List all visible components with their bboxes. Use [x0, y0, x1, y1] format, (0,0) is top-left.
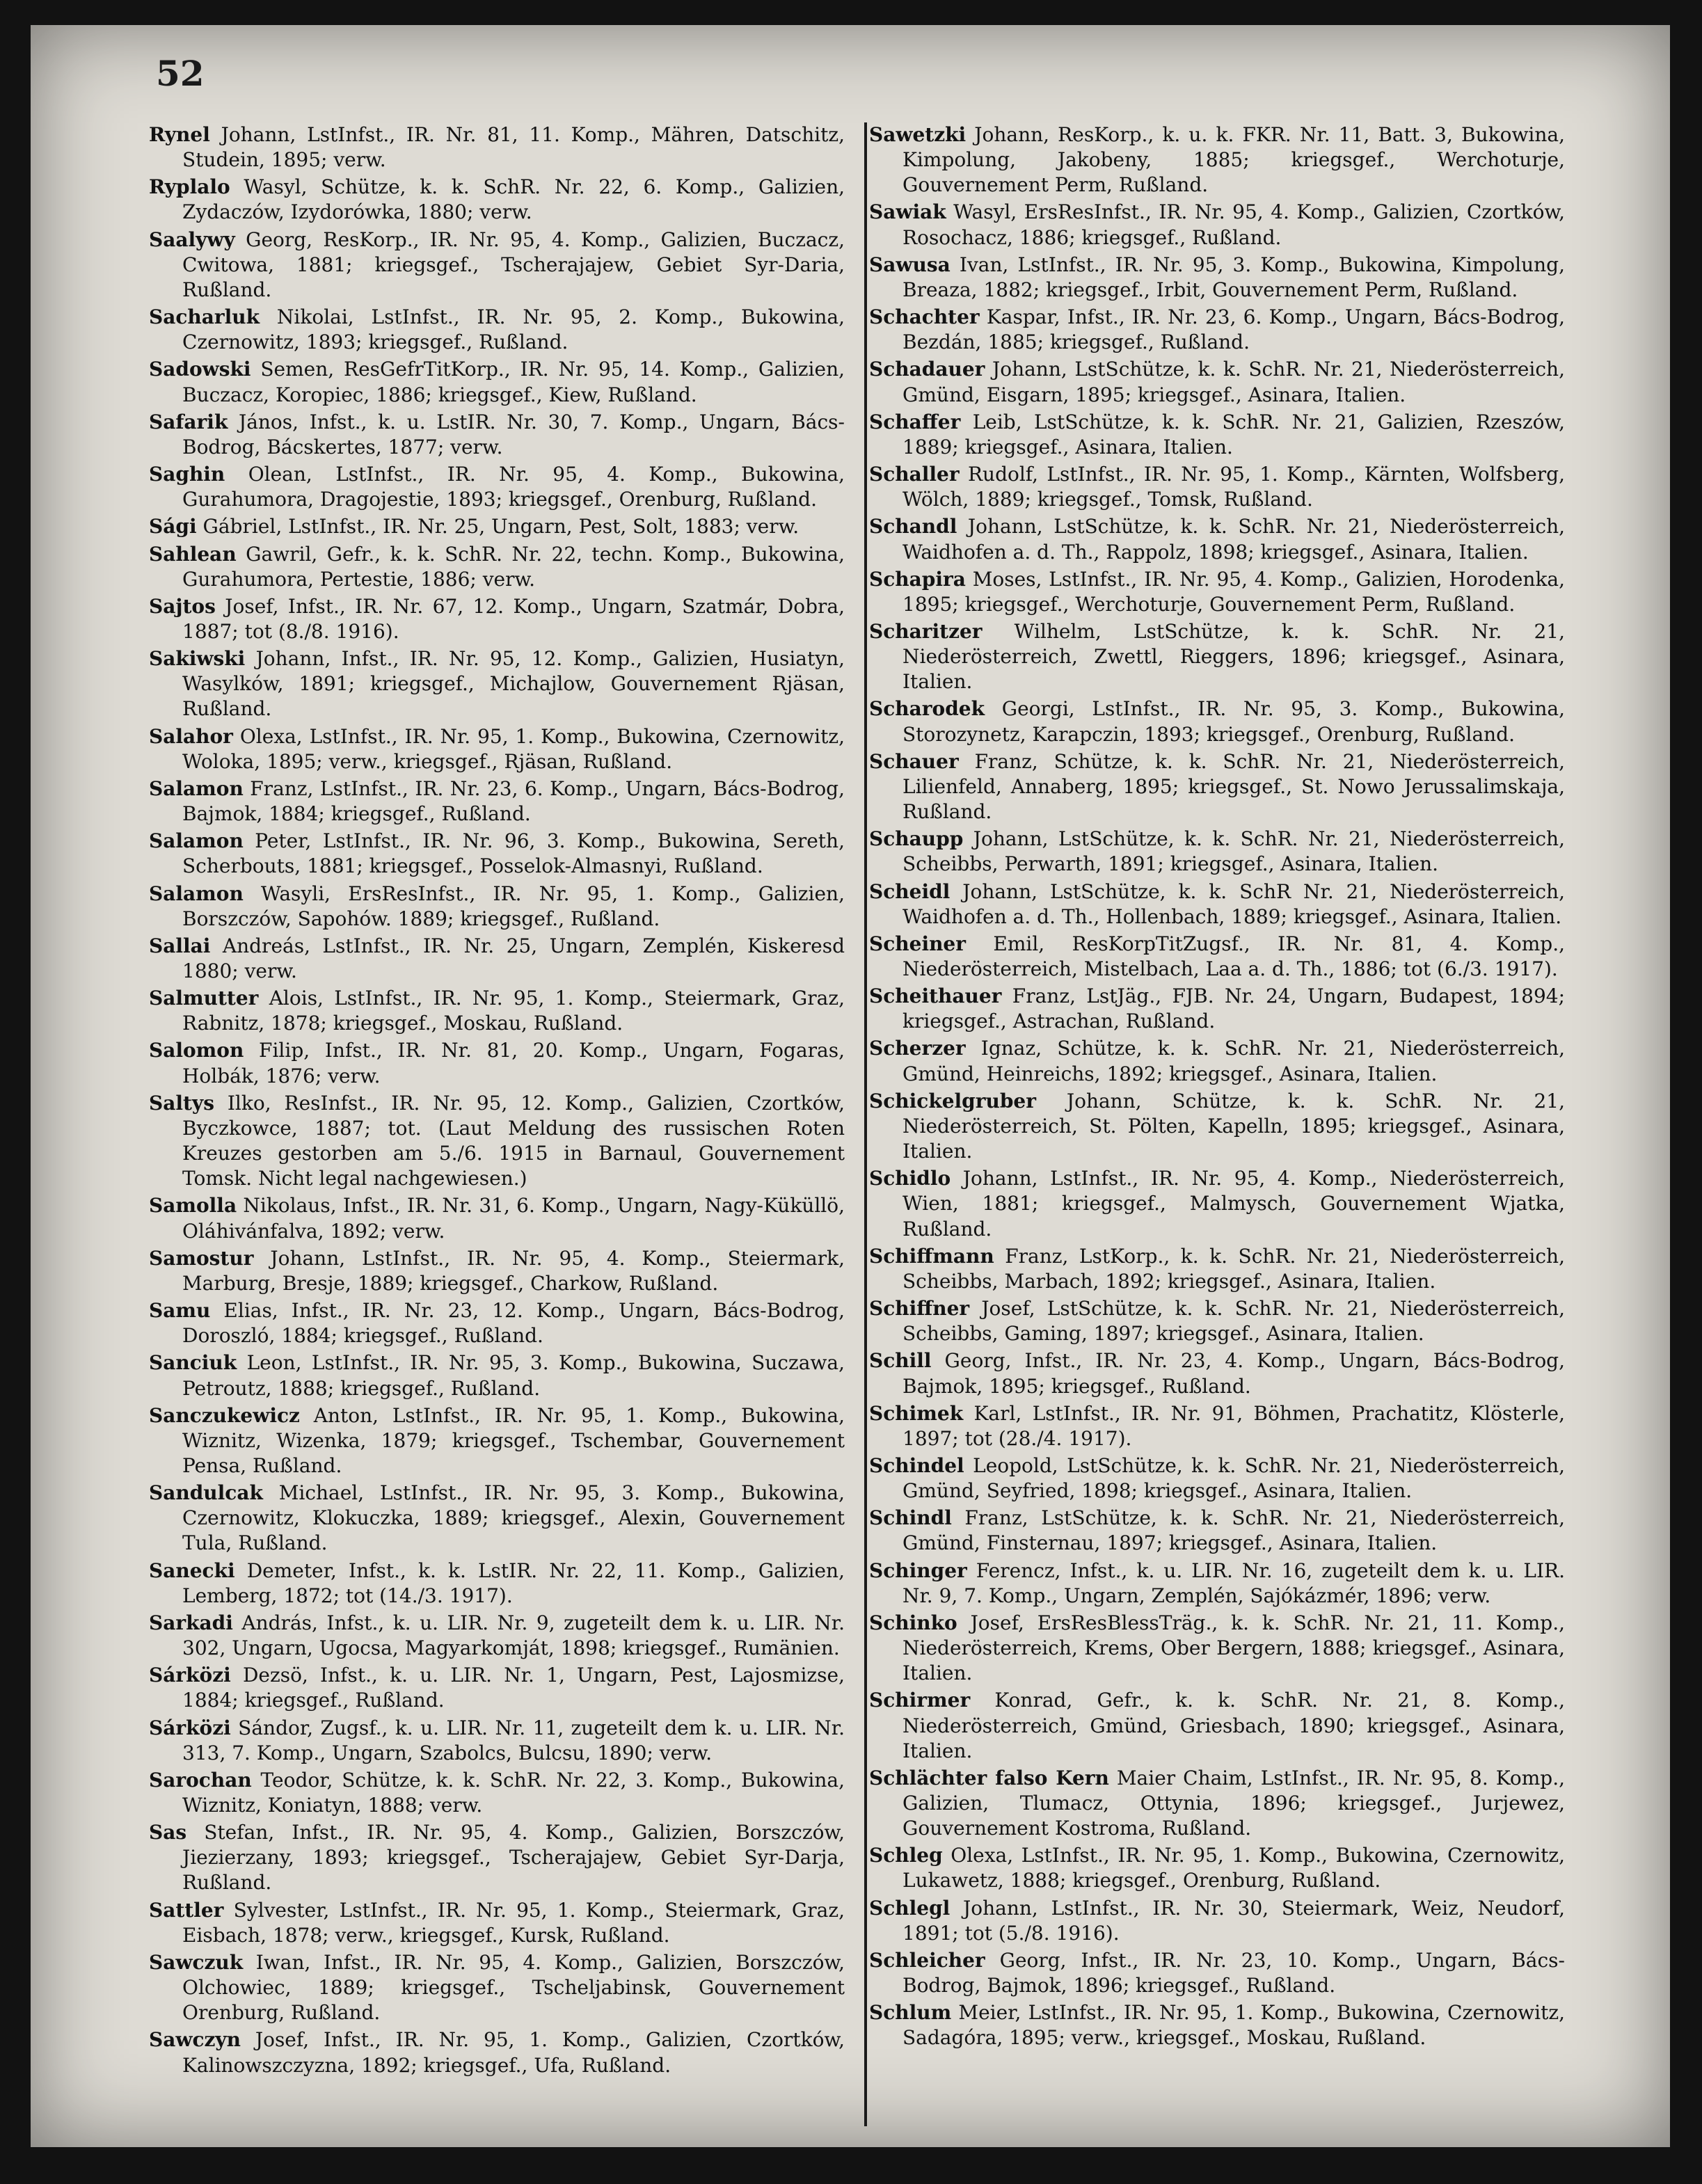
entry-surname: Rynel [149, 123, 210, 146]
register-entry [149, 1950, 845, 2025]
register-entry [149, 462, 845, 512]
register-entry [149, 1298, 845, 1348]
entry-details: Josef, Infst., IR. Nr. 67, 12. Komp., Ungarn, Szatmár, Dobra, 1887; tot (8./8. 1916). [182, 594, 845, 643]
register-entry [149, 1611, 845, 1661]
entry-surname: Sawetzki [869, 123, 967, 146]
entry-surname: Sárközi [149, 1716, 231, 1739]
entry-surname: Schaffer [869, 410, 961, 433]
register-entry [869, 2000, 1565, 2050]
entry-surname: Sarochan [149, 1768, 252, 1792]
register-entry [149, 1716, 845, 1766]
register-entry [869, 696, 1565, 747]
column-divider [864, 122, 867, 2126]
register-entry [869, 200, 1565, 250]
entry-surname: Saghin [149, 463, 225, 486]
register-entry [149, 724, 845, 774]
entry-details: János, Infst., k. u. LstIR. Nr. 30, 7. Komp., Ungarn, Bács-Bodrog, Bácskertes, 1877; verw. [182, 410, 845, 459]
entry-surname: Sawczuk [149, 1950, 244, 1974]
register-entry [869, 1896, 1565, 1946]
entry-surname: Schimek [869, 1401, 964, 1425]
entry-details: Leon, LstInfst., IR. Nr. 95, 3. Komp., Bukowina, Suczawa, Petroutz, 1888; kriegsgef., Rußland. [182, 1351, 845, 1400]
entry-details: Josef, ErsResBlessTräg., k. k. SchR. Nr. 21, 11. Komp., Niederösterreich, Krems, Ober Bergern, 1888; kriegsgef., Asinara, Italien. [902, 1611, 1566, 1685]
entry-details: Olean, LstInfst., IR. Nr. 95, 4. Komp., Bukowina, Gurahumora, Dragojestie, 1893; kriegsgef., Orenburg, Rußland. [182, 463, 845, 511]
entry-surname: Schindl [869, 1506, 952, 1530]
entry-details: Nikolaus, Infst., IR. Nr. 31, 6. Komp., Ungarn, Nagy-Küküllö, Oláhivánfalva, 1892; verw. [182, 1194, 845, 1243]
entry-surname: Schapira [869, 567, 966, 591]
right-column [869, 122, 1565, 2053]
register-entry [869, 1948, 1565, 1998]
entry-surname: Scheithauer [869, 985, 1002, 1008]
register-entry [149, 986, 845, 1036]
entry-surname: Salomon [149, 1039, 244, 1062]
entry-details: Johann, Schütze, k. k. SchR. Nr. 21, Niederösterreich, St. Pölten, Kapelln, 1895; kriegsgef., Asinara, Italien. [902, 1089, 1565, 1163]
entry-surname: Schandl [869, 515, 957, 539]
entry-surname: Scharodek [869, 697, 985, 721]
entry-details: Michael, LstInfst., IR. Nr. 95, 3. Komp., Bukowina, Czernowitz, Klokuczka, 1889; kriegsgef., Alexin, Gouvernement Tula, Rußland. [182, 1481, 845, 1555]
entry-details: Johann, LstSchütze, k. k. SchR. Nr. 21, Niederösterreich, Waidhofen a. d. Th., Rappolz, 1898; kriegsgef., Asinara, Italien. [902, 515, 1565, 564]
register-entry [869, 1244, 1565, 1294]
entry-details: Peter, LstInfst., IR. Nr. 96, 3. Komp., Bukowina, Sereth, Scherbouts, 1881; kriegsgef., Posselok-Almasnyi, Rußland. [182, 829, 845, 878]
register-entry [869, 1506, 1565, 1556]
register-entry [149, 514, 845, 539]
register-entry [149, 776, 845, 827]
entry-surname: Sági [149, 515, 197, 539]
register-entry [869, 357, 1565, 407]
register-entry [149, 305, 845, 355]
register-entry [149, 175, 845, 225]
entry-details: Josef, Infst., IR. Nr. 95, 1. Komp., Galizien, Czortków, Kalinowszczyzna, 1892; kriegsgef., Ufa, Rußland. [182, 2028, 845, 2077]
entry-surname: Salamon [149, 829, 244, 853]
register-entry [149, 1559, 845, 1609]
register-entry [149, 228, 845, 303]
entry-details: Johann, ResKorp., k. u. k. FKR. Nr. 11, Batt. 3, Bukowina, Kimpolung, Jakobeny, 1885; kriegsgef., Werchoturje, Gouvernement Perm, Rußland. [902, 123, 1565, 197]
register-entry [869, 1036, 1565, 1086]
left-column [149, 122, 845, 2080]
register-entry [869, 1166, 1565, 1241]
entry-details: Georg, ResKorp., IR. Nr. 95, 4. Komp., Galizien, Buczacz, Cwitowa, 1881; kriegsgef., Tscherajajew, Gebiet Syr-Daria, Rußland. [182, 228, 845, 301]
entry-surname: Schirmer [869, 1689, 971, 1712]
entry-surname: Sajtos [149, 594, 216, 618]
entry-details: Georgi, LstInfst., IR. Nr. 95, 3. Komp., Bukowina, Storozynetz, Karapczin, 1893; kriegsgef., Orenburg, Rußland. [902, 697, 1565, 746]
entry-details: Johann, LstSchütze, k. k. SchR Nr. 21, Niederösterreich, Waidhofen a. d. Th., Hollenbach, 1889; kriegsgef., Asinara, Italien. [902, 879, 1565, 928]
entry-surname: Sawusa [869, 253, 951, 276]
entry-surname: Schachter [869, 305, 980, 329]
entry-details: Karl, LstInfst., IR. Nr. 91, Böhmen, Prachatitz, Klösterle, 1897; tot (28./4. 1917). [902, 1401, 1565, 1450]
entry-details: Johann, LstInfst., IR. Nr. 95, 4. Komp., Niederösterreich, Wien, 1881; kriegsgef., Malmysch, Gouvernement Wjatka, Rußland. [902, 1167, 1565, 1241]
entry-surname: Schaupp [869, 827, 964, 851]
entry-surname: Schinko [869, 1611, 957, 1634]
entry-surname: Sas [149, 1821, 187, 1844]
register-entry [869, 1348, 1565, 1398]
entry-surname: Salamon [149, 882, 244, 905]
entry-details: Franz, LstJäg., FJB. Nr. 24, Ungarn, Budapest, 1894; kriegsgef., Astrachan, Rußland. [902, 985, 1566, 1033]
entry-surname: Schill [869, 1349, 932, 1373]
entry-surname: Sárközi [149, 1664, 231, 1687]
entry-details: Anton, LstInfst., IR. Nr. 95, 1. Komp., Bukowina, Wiznitz, Wizenka, 1879; kriegsgef., Tschembar, Gouvernement Pensa, Rußland. [182, 1403, 845, 1477]
entry-details: Ignaz, Schütze, k. k. SchR. Nr. 21, Niederösterreich, Gmünd, Heinreichs, 1892; kriegsgef., Asinara, Italien. [902, 1037, 1565, 1085]
entry-details: Moses, LstInfst., IR. Nr. 95, 4. Komp., Galizien, Horodenka, 1895; kriegsgef., Werchoturje, Gouvernement Perm, Rußland. [902, 567, 1565, 616]
entry-surname: Sawiak [869, 200, 946, 224]
entry-details: Konrad, Gefr., k. k. SchR. Nr. 21, 8. Komp., Niederösterreich, Gmünd, Griesbach, 1890; kriegsgef., Asinara, Italien. [902, 1689, 1565, 1762]
entry-surname: Safarik [149, 410, 228, 433]
entry-details: Dezsö, Infst., k. u. LIR. Nr. 1, Ungarn, Pest, Lajosmizse, 1884; kriegsgef., Rußland. [182, 1664, 845, 1712]
entry-details: Leopold, LstSchütze, k. k. SchR. Nr. 21, Niederösterreich, Gmünd, Seyfried, 1898; kriegsgef., Asinara, Italien. [902, 1453, 1566, 1503]
register-entry [869, 749, 1565, 824]
entry-details: Teodor, Schütze, k. k. SchR. Nr. 22, 3. Komp., Bukowina, Wiznitz, Koniatyn, 1888; verw. [182, 1768, 845, 1817]
entry-details: Johann, LstSchütze, k. k. SchR. Nr. 21, Niederösterreich, Scheibbs, Perwarth, 1891; kriegsgef., Asinara, Italien. [902, 827, 1565, 876]
register-entry [869, 410, 1565, 460]
entry-details: Ferencz, Infst., k. u. LIR. Nr. 16, zugeteilt dem k. u. LIR. Nr. 9, 7. Komp., Ungarn, Zemplén, Sajókázmér, 1896; verw. [902, 1559, 1565, 1607]
entry-surname: Schindel [869, 1453, 964, 1477]
register-entry [149, 1246, 845, 1296]
register-entry [869, 1611, 1565, 1686]
entry-details: Johann, Infst., IR. Nr. 95, 12. Komp., Galizien, Husiatyn, Wasylków, 1891; kriegsgef., Michajlow, Gouvernement Rjäsan, Rußland. [182, 647, 845, 721]
register-entry [149, 1403, 845, 1478]
register-entry [149, 1350, 845, 1401]
entry-details: Franz, LstSchütze, k. k. SchR. Nr. 21, Niederösterreich, Gmünd, Finsternau, 1897; kriegsgef., Asinara, Italien. [902, 1506, 1565, 1555]
entry-surname: Salmutter [149, 987, 259, 1010]
entry-surname: Schleicher [869, 1948, 985, 1972]
entry-details: Filip, Infst., IR. Nr. 81, 20. Komp., Ungarn, Fogaras, Holbák, 1876; verw. [182, 1039, 845, 1087]
entry-details: Maier Chaim, LstInfst., IR. Nr. 95, 8. Komp., Galizien, Tlumacz, Ottynia, 1896; kriegsgef., Jurjewez, Gouvernement Kostroma, Rußland. [902, 1766, 1566, 1840]
register-entry [149, 1820, 845, 1895]
entry-surname: Sandulcak [149, 1481, 263, 1505]
register-entry [869, 1843, 1565, 1893]
entry-details: Nikolai, LstInfst., IR. Nr. 95, 2. Komp., Bukowina, Czernowitz, 1893; kriegsgef., Rußland. [182, 305, 845, 354]
entry-surname: Scheidl [869, 879, 951, 903]
register-entry [869, 122, 1565, 198]
entry-details: Franz, LstInfst., IR. Nr. 23, 6. Komp., Ungarn, Bács-Bodrog, Bajmok, 1884; kriegsgef., Rußland. [182, 776, 845, 826]
register-entry [869, 619, 1565, 694]
entry-surname: Schaller [869, 463, 960, 486]
register-entry [869, 984, 1565, 1034]
entry-details: Georg, Infst., IR. Nr. 23, 4. Komp., Ungarn, Bács-Bodrog, Bajmok, 1895; kriegsgef., Rußland. [902, 1349, 1565, 1398]
entry-surname: Schlum [869, 2001, 952, 2025]
entry-details: Olexa, LstInfst., IR. Nr. 95, 1. Komp., Bukowina, Czernowitz, Woloka, 1895; verw., kriegsgef., Rjäsan, Rußland. [182, 724, 845, 773]
entry-surname: Samu [149, 1299, 211, 1323]
entry-details: Johann, LstInfst., IR. Nr. 30, Steiermark, Weiz, Neudorf, 1891; tot (5./8. 1916). [902, 1896, 1565, 1945]
entry-surname: Sahlean [149, 542, 237, 566]
entry-details: Franz, LstKorp., k. k. SchR. Nr. 21, Niederösterreich, Scheibbs, Marbach, 1892; kriegsgef., Asinara, Italien. [902, 1244, 1565, 1293]
entry-details: Stefan, Infst., IR. Nr. 95, 4. Komp., Galizien, Borszczów, Jiezierzany, 1893; kriegsgef., Tscherajajew, Gebiet Syr-Darja, Rußland. [182, 1821, 845, 1895]
register-entry [149, 410, 845, 460]
register-entry [149, 1038, 845, 1088]
entry-details: Olexa, LstInfst., IR. Nr. 95, 1. Komp., Bukowina, Czernowitz, Lukawetz, 1888; kriegsgef., Orenburg, Rußland. [902, 1844, 1565, 1892]
register-entry [869, 1089, 1565, 1164]
entry-surname: Sarkadi [149, 1611, 233, 1634]
entry-surname: Schinger [869, 1559, 967, 1582]
register-entry [149, 829, 845, 879]
entry-surname: Scheiner [869, 932, 967, 955]
register-entry [149, 882, 845, 932]
register-entry [869, 879, 1565, 930]
register-entry [149, 1193, 845, 1243]
register-entry [149, 2027, 845, 2078]
entry-surname: Salamon [149, 776, 244, 800]
entry-details: Gábriel, LstInfst., IR. Nr. 25, Ungarn, Pest, Solt, 1883; verw. [202, 515, 800, 539]
entry-details: Rudolf, LstInfst., IR. Nr. 95, 1. Komp., Kärnten, Wolfsberg, Wölch, 1889; kriegsgef., Tomsk, Rußland. [902, 463, 1566, 511]
entry-details: Ivan, LstInfst., IR. Nr. 95, 3. Komp., Bukowina, Kimpolung, Breaza, 1882; kriegsgef., Irbit, Gouvernement Perm, Rußland. [902, 253, 1565, 301]
register-entry [149, 122, 845, 173]
entry-surname: Sadowski [149, 358, 251, 381]
register-entry [149, 646, 845, 722]
entry-surname: Ryplalo [149, 175, 230, 199]
entry-surname: Samostur [149, 1246, 254, 1270]
register-entry [149, 1768, 845, 1818]
entry-surname: Schlegl [869, 1896, 951, 1920]
entry-details: Kaspar, Infst., IR. Nr. 23, 6. Komp., Ungarn, Bács-Bodrog, Bezdán, 1885; kriegsgef., Rußland. [902, 305, 1565, 354]
entry-details: Semen, ResGefrTitKorp., IR. Nr. 95, 14. Komp., Galizien, Buczacz, Koropiec, 1886; kriegsgef., Kiew, Rußland. [182, 358, 845, 406]
register-entry [869, 305, 1565, 355]
register-entry [149, 542, 845, 592]
page-number: 52 [156, 53, 205, 94]
entry-surname: Sallai [149, 934, 211, 957]
register-entry [869, 567, 1565, 617]
entry-details: Ilko, ResInfst., IR. Nr. 95, 12. Komp., Galizien, Czortków, Byczkowce, 1887; tot. (Laut Meldung des russischen Roten Kreuzes gestorben am 5./6. 1915 in Barnaul, Gouvernement Tomsk. Nicht legal nachgewiesen.) [182, 1091, 845, 1190]
entry-surname: Sakiwski [149, 647, 246, 671]
entry-surname: Schauer [869, 749, 959, 773]
entry-surname: Sanczukewicz [149, 1403, 300, 1427]
book-page [31, 25, 1670, 2147]
entry-surname: Sawczyn [149, 2028, 241, 2052]
entry-details: Andreás, LstInfst., IR. Nr. 25, Ungarn, Zemplén, Kiskeresd 1880; verw. [182, 934, 845, 982]
entry-details: Emil, ResKorpTitZugsf., IR. Nr. 81, 4. Komp., Niederösterreich, Mistelbach, Laa a. d. Th., 1886; tot (6./3. 1917). [902, 932, 1565, 980]
entry-details: Wasyli, ErsResInfst., IR. Nr. 95, 1. Komp., Galizien, Borszczów, Sapohów. 1889; kriegsgef., Rußland. [182, 882, 845, 930]
entry-surname: Schidlo [869, 1167, 951, 1190]
entry-details: Sylvester, LstInfst., IR. Nr. 95, 1. Komp., Steiermark, Graz, Eisbach, 1878; verw., kriegsgef., Kursk, Rußland. [182, 1898, 845, 1947]
register-entry [149, 1091, 845, 1192]
entry-surname: Saalywy [149, 228, 235, 251]
register-entry [869, 1401, 1565, 1451]
entry-surname: Samolla [149, 1194, 237, 1218]
register-entry [869, 1559, 1565, 1609]
entry-surname: Schiffner [869, 1297, 970, 1321]
register-entry [869, 1296, 1565, 1346]
register-entry [149, 1898, 845, 1948]
entry-surname: Schickelgruber [869, 1089, 1036, 1113]
entry-details: Meier, LstInfst., IR. Nr. 95, 1. Komp., Bukowina, Czernowitz, Sadagóra, 1895; verw., kriegsgef., Moskau, Rußland. [902, 2001, 1565, 2050]
entry-surname: Schiffmann [869, 1244, 994, 1268]
entry-details: Johann, LstInfst., IR. Nr. 81, 11. Komp., Mähren, Datschitz, Studein, 1895; verw. [182, 123, 845, 172]
entry-details: Josef, LstSchütze, k. k. SchR. Nr. 21, Niederösterreich, Scheibbs, Gaming, 1897; kriegsgef., Asinara, Italien. [902, 1297, 1565, 1346]
register-entry [869, 827, 1565, 877]
entry-surname: Schlächter falso Kern [869, 1766, 1109, 1790]
entry-details: Johann, LstInfst., IR. Nr. 95, 4. Komp., Steiermark, Marburg, Bresje, 1889; kriegsgef., Charkow, Rußland. [182, 1246, 845, 1295]
entry-details: Wasyl, ErsResInfst., IR. Nr. 95, 4. Komp., Galizien, Czortków, Rosochacz, 1886; kriegsgef., Rußland. [902, 200, 1565, 249]
register-entry [149, 1481, 845, 1556]
entry-details: Franz, Schütze, k. k. SchR. Nr. 21, Niederösterreich, Lilienfeld, Annaberg, 1895; kriegsgef., St. Nowo Jerussalimskaja, Rußland. [902, 749, 1565, 824]
entry-details: Alois, LstInfst., IR. Nr. 95, 1. Komp., Steiermark, Graz, Rabnitz, 1878; kriegsgef., Moskau, Rußland. [182, 987, 845, 1035]
entry-details: András, Infst., k. u. LIR. Nr. 9, zugeteilt dem k. u. LIR. Nr. 302, Ungarn, Ugocsa, Magyarkomját, 1898; kriegsgef., Rumänien. [182, 1611, 845, 1660]
register-entry [869, 253, 1565, 303]
entry-details: Wasyl, Schütze, k. k. SchR. Nr. 22, 6. Komp., Galizien, Zydaczów, Izydorówka, 1880; verw. [182, 175, 845, 224]
register-entry [869, 1453, 1565, 1504]
register-entry [869, 1688, 1565, 1763]
entry-details: Georg, Infst., IR. Nr. 23, 10. Komp., Ungarn, Bács-Bodrog, Bajmok, 1896; kriegsgef., Rußland. [902, 1948, 1565, 1998]
register-entry [869, 514, 1565, 564]
register-entry [869, 932, 1565, 982]
entry-surname: Sanciuk [149, 1351, 237, 1375]
entry-surname: Saltys [149, 1091, 214, 1115]
entry-surname: Schleg [869, 1844, 943, 1867]
entry-details: Johann, LstSchütze, k. k. SchR. Nr. 21, Niederösterreich, Gmünd, Eisgarn, 1895; kriegsgef., Asinara, Italien. [902, 358, 1565, 406]
entry-surname: Schadauer [869, 358, 985, 381]
register-entry [149, 934, 845, 984]
entry-details: Leib, LstSchütze, k. k. SchR. Nr. 21, Galizien, Rzeszów, 1889; kriegsgef., Asinara, Italien. [902, 410, 1565, 459]
entry-surname: Scharitzer [869, 619, 983, 643]
entry-details: Sándor, Zugsf., k. u. LIR. Nr. 11, zugeteilt dem k. u. LIR. Nr. 313, 7. Komp., Ungarn, Szabolcs, Bulcsu, 1890; verw. [182, 1716, 845, 1764]
entry-details: Gawril, Gefr., k. k. SchR. Nr. 22, techn. Komp., Bukowina, Gurahumora, Pertestie, 1886; verw. [182, 542, 845, 591]
register-entry [149, 1663, 845, 1713]
entry-surname: Sanecki [149, 1559, 235, 1582]
register-entry [149, 594, 845, 644]
entry-details: Demeter, Infst., k. k. LstIR. Nr. 22, 11. Komp., Galizien, Lemberg, 1872; tot (14./3. 1917). [182, 1559, 845, 1607]
entry-details: Wilhelm, LstSchütze, k. k. SchR. Nr. 21, Niederösterreich, Zwettl, Rieggers, 1896; kriegsgef., Asinara, Italien. [902, 619, 1565, 694]
entry-surname: Sattler [149, 1898, 224, 1922]
entry-surname: Sacharluk [149, 305, 260, 329]
entry-surname: Scherzer [869, 1037, 966, 1060]
register-entry [149, 357, 845, 407]
register-entry [869, 462, 1565, 512]
entry-surname: Salahor [149, 724, 233, 748]
register-entry [869, 1766, 1565, 1841]
entry-details: Iwan, Infst., IR. Nr. 95, 4. Komp., Galizien, Borszczów, Olchowiec, 1889; kriegsgef., Tscheljabinsk, Gouvernement Orenburg, Rußland. [182, 1950, 845, 2025]
entry-details: Elias, Infst., IR. Nr. 23, 12. Komp., Ungarn, Bács-Bodrog, Doroszló, 1884; kriegsgef., Rußland. [182, 1299, 845, 1348]
